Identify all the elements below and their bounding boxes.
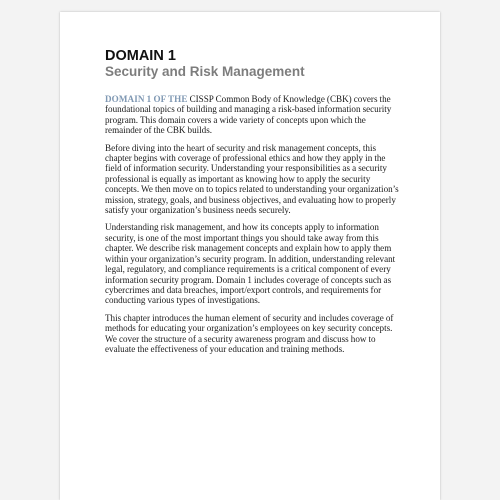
domain-title: Security and Risk Management xyxy=(105,64,305,79)
paragraph-2: Before diving into the heart of security and risk management concepts, this chapter begins with coverage of professional ethics and how they apply in the field of information security. Understanding your responsibilities as a security professional is equally as important as knowing how to apply the security concepts. We then move on to topics related to understanding your organization’s mission, strategy, goals, and business objectives, and evaluating how to properly satisfy your organization’s business needs securely. xyxy=(105,142,399,216)
page-content xyxy=(105,48,401,361)
paragraph-1-text: CISSP Common Body of Knowledge (CBK) covers the foundational topics of building and managing a risk-based information security program. This domain covers a wide variety of concepts upon which the remainder of the CBK builds. xyxy=(105,94,392,136)
paragraph-3: Understanding risk management, and how its concepts apply to information security, is one of the most important things you should take away from this chapter. We describe risk management concepts and explain how to apply them within your organization’s security program. In addition, understanding relevant legal, regulatory, and compliance requirements is a critical component of every information security program. Domain 1 includes coverage of concepts such as cybercrimes and data breaches, import/export controls, and requirements for conducting various types of investigations. xyxy=(105,222,396,306)
domain-label: DOMAIN 1 xyxy=(105,48,176,64)
paragraph-lead-in: DOMAIN 1 OF THE xyxy=(105,94,188,104)
paragraph-4: This chapter introduces the human element of security and includes coverage of methods for educating your organization’s employees on key security concepts. We cover the structure of a security awareness program and discuss how to evaluate the effectiveness of your education and training methods. xyxy=(105,312,394,354)
paragraph-1 xyxy=(105,94,401,136)
book-page xyxy=(60,12,440,500)
